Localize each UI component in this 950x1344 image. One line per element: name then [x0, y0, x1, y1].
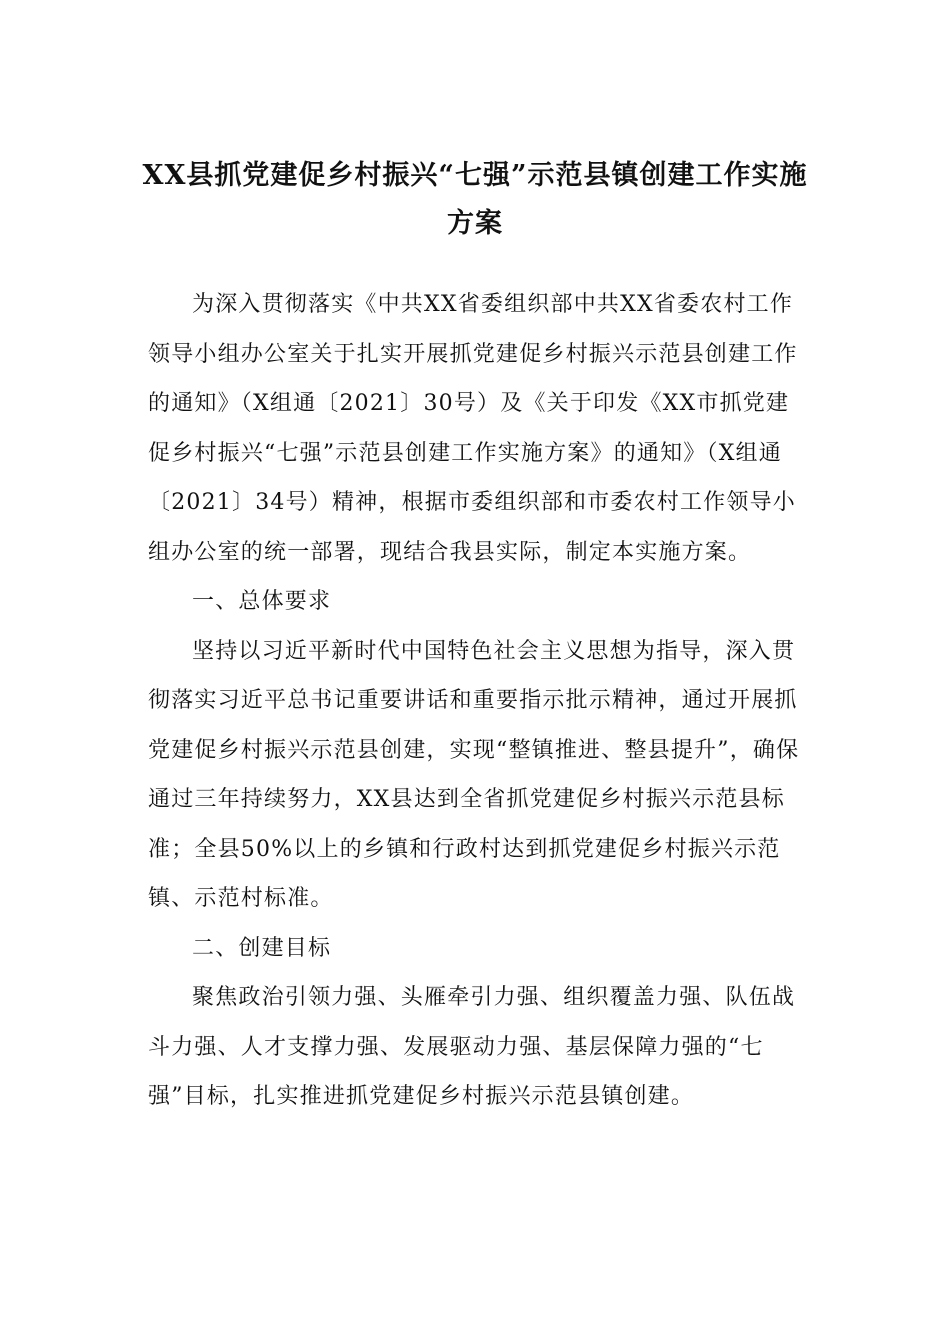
section-heading-general-requirements: 一、总体要求: [192, 589, 332, 614]
section-heading-creation-goals: 二、创建目标: [192, 935, 332, 961]
intro-paragraph: 为深入贯彻落实《中共XX省委组织部中共XX省委农村工作领导小组办公室关于扎实开展抓党建促乡村振兴示范县创建工作的通知》（X组通〔2021〕30号）及《关于印发《XX市抓党建促乡村振兴“七强”示范县创建工作实施方案》的通知》（X组通〔2021〕34号）精神，根据市委组织部和市委农村工作领导小组办公室的统一部署，现结合我县实际，制定本实施方案。: [148, 292, 798, 565]
creation-goals-paragraph: 聚焦政治引领力强、头雁牵引力强、组织覆盖力强、队伍战斗力强、人才支撑力强、发展驱动力强、基层保障力强的“七强”目标，扎实推进抓党建促乡村振兴示范县镇创建。: [148, 985, 796, 1109]
document-title: XX县抓党建促乡村振兴“七强”示范县镇创建工作实施方案: [142, 160, 808, 239]
general-requirements-paragraph: 坚持以习近平新时代中国特色社会主义思想为指导，深入贯彻落实习近平总书记重要讲话和重要指示批示精神，通过开展抓党建促乡村振兴示范县创建，实现“整镇推进、整县提升”，确保通过三年持续努力，XX县达到全省抓党建促乡村振兴示范县标准；全县50%以上的乡镇和行政村达到抓党建促乡村振兴示范镇、示范村标准。: [148, 638, 800, 911]
document-body: [148, 280, 804, 1122]
